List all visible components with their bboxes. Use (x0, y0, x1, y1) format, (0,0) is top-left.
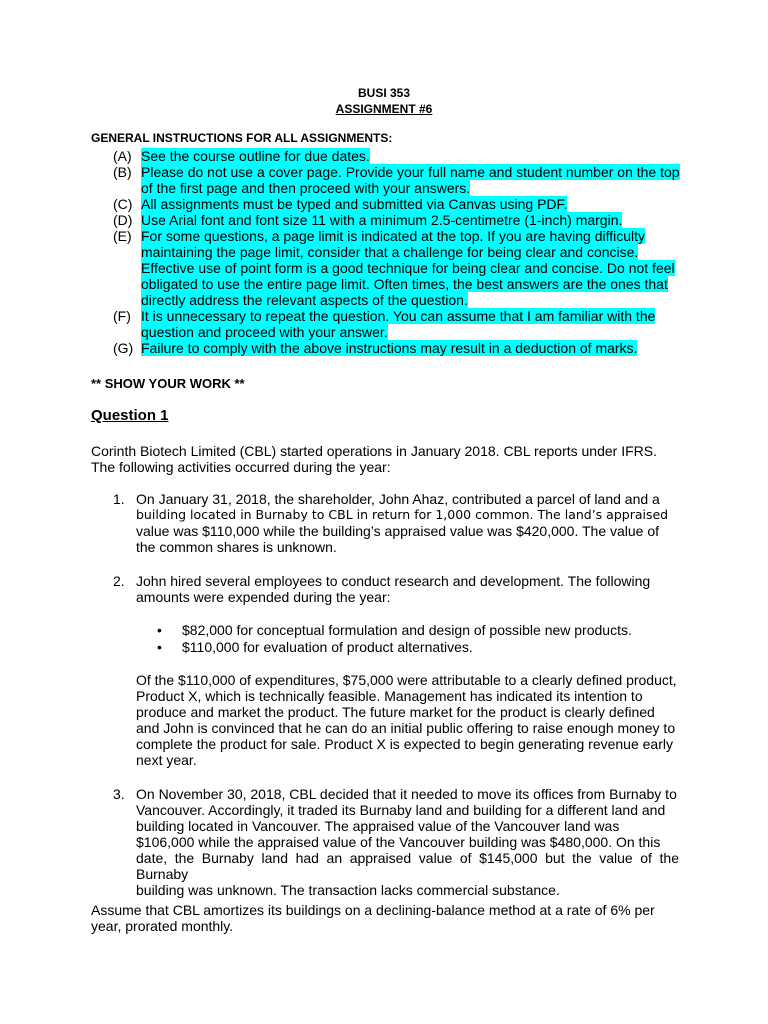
instructions-list (113, 148, 685, 356)
instruction-item (113, 148, 685, 164)
course-code: BUSI 353 (357, 86, 411, 100)
instruction-text: maintaining the page limit, consider that a challenge for being clear and concise. (141, 244, 639, 260)
instructions-heading: GENERAL INSTRUCTIONS FOR ALL ASSIGNMENTS: (91, 131, 393, 145)
instruction-text: See the course outline for due dates. (141, 148, 370, 164)
item-line: the common shares is unknown. (136, 539, 337, 555)
item-line: complete the product for sale. Product X is expected to begin generating revenue early (136, 736, 673, 752)
bullet-icon: • (157, 639, 162, 655)
instruction-item (113, 340, 685, 356)
instruction-text: All assignments must be typed and submitted via Canvas using PDF. (141, 196, 568, 212)
question-heading: Question 1 (91, 407, 169, 424)
instruction-text: question and proceed with your answer. (141, 324, 388, 340)
instruction-text: Failure to comply with the above instructions may result in a deduction of marks. (141, 340, 638, 356)
instruction-text: Use Arial font and font size 11 with a minimum 2.5-centimetre (1-inch) margin. (141, 212, 623, 228)
item-line: Product X, which is technically feasible. Management has indicated its intention to (136, 688, 643, 704)
item-line: building located in Vancouver. The appraised value of the Vancouver land was (136, 818, 620, 834)
item-1-text (136, 491, 679, 555)
item-2-text (136, 573, 679, 605)
closing-line: year, prorated monthly. (91, 918, 234, 934)
instruction-item (113, 196, 685, 212)
item-line: building located in Burnaby to CBL in return for 1,000 common. The land’s appraised (136, 507, 669, 522)
item-number: 2. (113, 573, 125, 589)
intro-line: The following activities occurred during the year: (91, 459, 391, 475)
instruction-letter: (D) (113, 212, 133, 228)
bullet-icon: • (157, 622, 162, 638)
question-intro (91, 443, 679, 475)
instruction-text: directly address the relevant aspects of the question. (141, 292, 468, 308)
instruction-item (113, 212, 685, 228)
instruction-text: Please do not use a cover page. Provide your full name and student number on the top (141, 164, 680, 180)
instruction-text: Effective use of point form is a good technique for being clear and concise. Do not feel (141, 260, 675, 276)
closing-line: Assume that CBL amortizes its buildings on a declining-balance method at a rate of 6% per (91, 902, 655, 918)
instruction-text: of the first page and then proceed with your answers. (141, 180, 471, 196)
item-2-paragraph (136, 672, 679, 768)
instruction-text: obligated to use the entire page limit. Often times, the best answers are the ones that (141, 276, 668, 292)
item-line: value was $110,000 while the building’s appraised value was $420,000. The value of (136, 523, 660, 539)
item-number: 1. (113, 491, 125, 507)
item-line: amounts were expended during the year: (136, 589, 391, 605)
intro-line: Corinth Biotech Limited (CBL) started operations in January 2018. CBL reports under IFRS. (91, 443, 657, 459)
item-line: On January 31, 2018, the shareholder, John Ahaz, contributed a parcel of land and a (136, 491, 660, 507)
closing-note (91, 902, 679, 934)
item-line: next year. (136, 752, 197, 768)
item-line: Vancouver. Accordingly, it traded its Burnaby land and building for a different land and (136, 802, 666, 818)
item-line: On November 30, 2018, CBL decided that it needed to move its offices from Burnaby to (136, 786, 677, 802)
instruction-text: It is unnecessary to repeat the question. You can assume that I am familiar with the (141, 308, 656, 324)
instruction-item (113, 308, 685, 340)
bullet-text: $82,000 for conceptual formulation and design of possible new products. (182, 622, 632, 638)
instruction-letter: (E) (113, 228, 132, 244)
instruction-item (113, 164, 685, 196)
item-line: building was unknown. The transaction lacks commercial substance. (136, 882, 560, 898)
item-line: produce and market the product. The future market for the product is clearly defined (136, 704, 655, 720)
bullet-text: $110,000 for evaluation of product alternatives. (182, 639, 473, 655)
item-line: Of the $110,000 of expenditures, $75,000 were attributable to a clearly defined product, (136, 672, 677, 688)
item-number: 3. (113, 786, 125, 802)
instruction-letter: (G) (113, 340, 134, 356)
item-line: and John is convinced that he can do an initial public offering to raise enough money to (136, 720, 676, 736)
instruction-letter: (B) (113, 164, 132, 180)
item-3-text (136, 786, 679, 898)
item-line: John hired several employees to conduct research and development. The following (136, 573, 651, 589)
instruction-item (113, 228, 685, 308)
instruction-letter: (C) (113, 196, 133, 212)
show-work-note: ** SHOW YOUR WORK ** (91, 376, 245, 391)
item-line: date, the Burnaby land had an appraised value of $145,000 but the value of the Burnaby (136, 850, 679, 882)
instruction-letter: (A) (113, 148, 132, 164)
instruction-letter: (F) (113, 308, 131, 324)
assignment-title: ASSIGNMENT #6 (335, 102, 433, 116)
instruction-text: For some questions, a page limit is indicated at the top. If you are having difficulty (141, 228, 646, 244)
item-line: $106,000 while the appraised value of the Vancouver building was $480,000. On this (136, 834, 661, 850)
